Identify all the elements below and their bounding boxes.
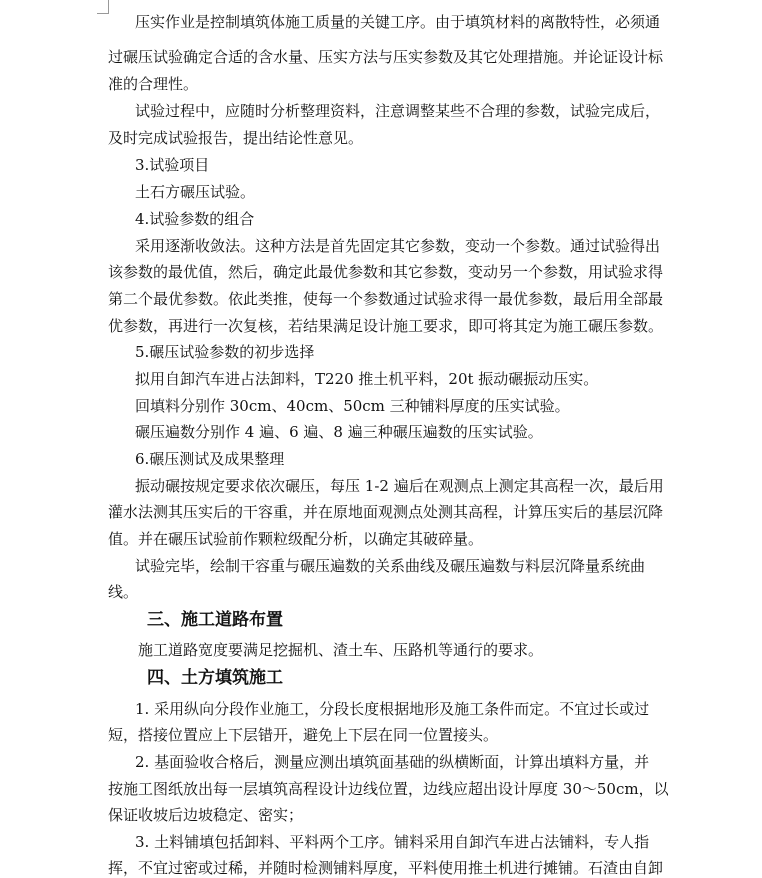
paragraph-line: 过碾压试验确定合适的含水量、压实方法与压实参数及其它处理措施。并论证设计标 <box>108 48 664 66</box>
paragraph-line: 第二个最优参数。依此类推，使每一个参数通过试验求得一最优参数，最后用全部最 <box>108 290 664 308</box>
list-item-line: 短，搭接位置应上下层错开，避免上下层在同一位置接头。 <box>108 726 499 744</box>
paragraph-line: 线。 <box>108 583 139 601</box>
paragraph-line: 采用逐渐收敛法。这种方法是首先固定其它参数，变动一个参数。通过试验得出 <box>135 237 661 255</box>
paragraph-line: 压实作业是控制填筑体施工质量的关键工序。由于填筑材料的离散特性，必须通 <box>135 13 661 31</box>
section-subheading: 3.试验项目 <box>135 156 210 174</box>
list-item-line: 挥，不宜过密或过稀，并随时检测铺料厚度，平料使用推土机进行摊铺。石渣由自卸 <box>108 859 664 877</box>
paragraph-line: 土石方碾压试验。 <box>135 183 256 201</box>
list-item-line: 按施工图纸放出每一层填筑高程设计边线位置，边线应超出设计厚度 30～50cm，以 <box>108 780 669 798</box>
section-subheading: 4.试验参数的组合 <box>135 210 255 228</box>
list-item-line: 2. 基面验收合格后，测量应测出填筑面基础的纵横断面，计算出填料方量，并 <box>135 753 650 771</box>
paragraph-line: 振动碾按规定要求依次碾压，每压 1-2 遍后在观测点上测定其高程一次，最后用 <box>135 477 664 495</box>
paragraph-line: 试验过程中，应随时分析整理资料，注意调整某些不合理的参数，试验完成后， <box>135 102 661 120</box>
paragraph-line: 施工道路宽度要满足挖掘机、渣土车、压路机等通行的要求。 <box>138 641 544 659</box>
paragraph-line: 准的合理性。 <box>108 75 199 93</box>
margin-corner-mark <box>108 0 109 14</box>
paragraph-line: 试验完毕，绘制干容重与碾压遍数的关系曲线及碾压遍数与料层沉降量系统曲 <box>135 557 646 575</box>
list-item-line: 3. 土料铺填包括卸料、平料两个工序。铺料采用自卸汽车进占法铺料，专人指 <box>135 833 650 851</box>
paragraph-line: 及时完成试验报告，提出结论性意见。 <box>108 129 364 147</box>
section-heading: 四、土方填筑施工 <box>147 668 283 688</box>
paragraph-line: 值。并在碾压试验前作颗粒级配分析，以确定其破碎量。 <box>108 530 484 548</box>
section-subheading: 6.碾压测试及成果整理 <box>135 450 285 468</box>
paragraph-line: 碾压遍数分别作 4 遍、6 遍、8 遍三种碾压遍数的压实试验。 <box>135 423 543 441</box>
list-item-line: 保证收坡后边坡稳定、密实； <box>108 806 304 824</box>
list-item-line: 1. 采用纵向分段作业施工，分段长度根据地形及施工条件而定。不宜过长或过 <box>135 700 650 718</box>
paragraph-line: 优参数，再进行一次复核，若结果满足设计施工要求，即可将其定为施工碾压参数。 <box>108 317 664 335</box>
section-subheading: 5.碾压试验参数的初步选择 <box>135 343 315 361</box>
paragraph-line: 拟用自卸汽车进占法卸料，T220 推土机平料，20t 振动碾振动压实。 <box>135 370 599 388</box>
paragraph-line: 灌水法测其压实后的干容重，并在原地面观测点处测其高程，计算压实后的基层沉降 <box>108 503 664 521</box>
section-heading: 三、施工道路布置 <box>147 610 283 630</box>
paragraph-line: 该参数的最优值，然后，确定此最优参数和其它参数，变动另一个参数，用试验求得 <box>108 263 664 281</box>
paragraph-line: 回填料分别作 30cm、40cm、50cm 三种铺料厚度的压实试验。 <box>135 397 570 415</box>
margin-corner-mark-horizontal <box>97 13 108 14</box>
